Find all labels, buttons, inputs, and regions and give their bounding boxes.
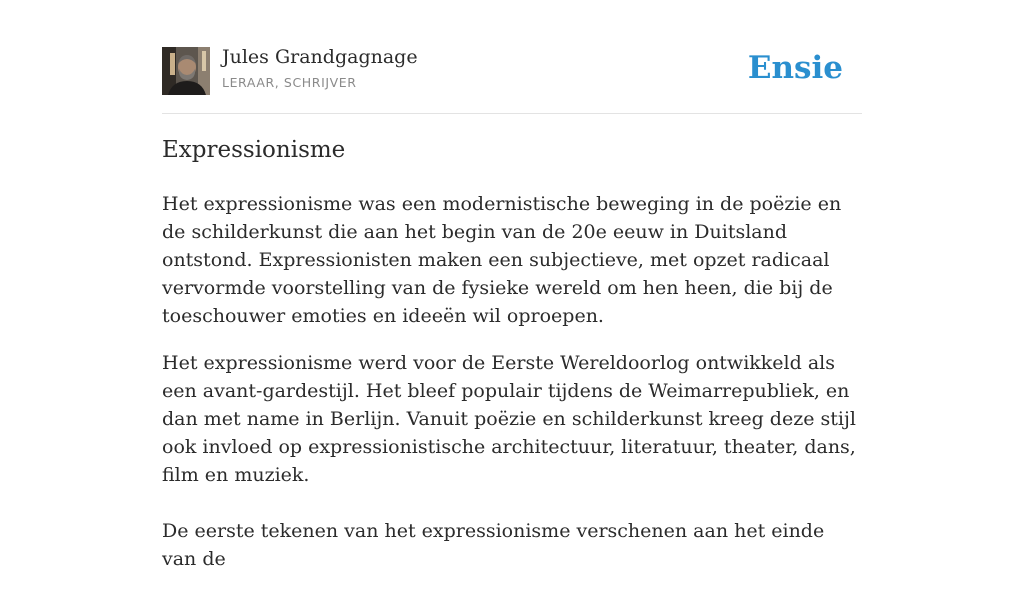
ensie-logo[interactable]: Ensie <box>747 50 843 86</box>
article-title: Expressionisme <box>162 137 346 163</box>
author-header <box>162 46 862 96</box>
header-divider <box>162 113 862 114</box>
person-photo-icon <box>162 47 210 95</box>
article-paragraph: Het expressionisme was een modernistische beweging in de poëzie en de schilderkunst die aan het begin van de 20e eeuw in Duitsland ontstond. Expressionisten maken een subjectieve, met opzet radicaal vervormde voorstelling van de fysieke wereld om hen heen, die bij de toeschouwer emoties en ideeën wil oproepen. <box>162 193 842 327</box>
author-name[interactable]: Jules Grandgagnage <box>222 46 418 68</box>
author-role: LERAAR, SCHRIJVER <box>222 75 357 90</box>
author-avatar[interactable] <box>162 47 210 95</box>
article-body <box>162 190 862 592</box>
article-paragraph: De eerste tekenen van het expressionisme verschenen aan het einde van de <box>162 520 825 570</box>
article-paragraph: Het expressionisme werd voor de Eerste Wereldoorlog ontwikkeld als een avant-gardestijl. Het bleef populair tijdens de Weimarrepubliek, en dan met name in Berlijn. Vanuit poëzie en schilderkunst kreeg deze stijl ook invloed op expressionistische architectuur, literatuur, theater, dans, film en muziek. <box>162 352 856 486</box>
